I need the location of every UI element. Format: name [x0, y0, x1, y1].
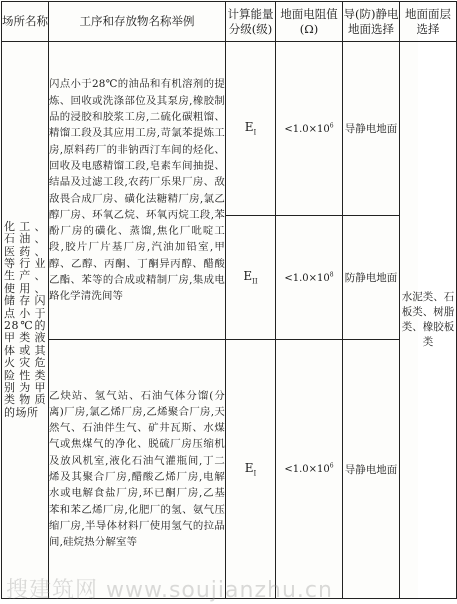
process-examples: 闪点小于28℃的油品和有机溶剂的提炼、回收或洗涤部位及其泵房,橡胶制品的浸胶和胶浆工房,二硫化碳粗馏、精馏工段及其应用工房,苛氯苯提炼工房,原料药厂的非钠西汀车间的烃化、回收及电感精馏工段,皂素车间抽提、结晶及过滤工段,农药厂乐果厂房、敌敌畏合成厂房、磺化法糖精厂房,氯乙醇厂房、环氧乙烷、环氧丙烷工段,苯酚厂房的磺化、蒸馏,焦化厂吡啶工段,胶片厂片基厂房,汽油加铅室,甲醇、乙醇、丙酮、丁酮异丙醇、醋酸乙酯、苯等的合成或精制厂房,集成电路化学清洗间等: [49, 78, 225, 303]
table-row: [2, 340, 457, 599]
site-watermark: 搜建筑网 www.soujianzhu.cn: [6, 578, 333, 603]
header-choice: 导(防)静电地面选择: [343, 2, 400, 42]
process-cell: [49, 340, 226, 599]
header-grade: 计算能量分级(级): [226, 2, 276, 42]
floor-choice-cell: 防静电地面: [343, 216, 400, 340]
header-resistance: 地面电阻值(Ω): [276, 2, 343, 42]
resistance-cell: [276, 42, 343, 216]
material-cell: [400, 42, 457, 599]
floor-choice-cell: 导静电地面: [343, 42, 400, 216]
resistance-cell: [276, 216, 343, 340]
grade-cell: [226, 340, 276, 599]
resistance-cell: [276, 340, 343, 599]
material-text: 水泥类、石板类、树脂类、橡胶板类: [401, 291, 455, 348]
grade-value: $E_I$: [244, 120, 257, 137]
static-floor-spec-table: [1, 1, 457, 599]
table-row: [2, 42, 457, 216]
header-material: 地面面层选择: [400, 2, 457, 42]
grade-value: $E_I$: [244, 460, 257, 478]
place-cell: [2, 42, 49, 599]
header-row: [2, 2, 457, 42]
header-process: 工序和存放物名称举例: [49, 2, 226, 42]
process-cell: [49, 42, 226, 340]
resistance-value: $<1.0\times 10^6$: [284, 462, 334, 476]
process-examples: 乙炔站、氢气站、石油气体分馏(分离)厂房,氯乙烯厂房,乙烯聚合厂房,天然气、石油伴生气、矿井瓦斯、水煤气或焦煤气的净化、脱硫厂房压缩机及放风机室,液化石油气灌瓶间,丁二烯及其聚合厂房,醋酸乙烯厂房,电解水或电解食盐厂房,环已酮厂房,乙基苯和苯乙烯厂房,化肥厂的氢、氨气压缩厂房,半导体材料厂使用氢气的拉晶间,硅烷热分解室等: [49, 389, 225, 549]
header-place: 场所名称: [2, 2, 49, 42]
grade-cell: [226, 216, 276, 340]
place-text: 化工、石油、医药、等行业生产、使用、储存闪点小于28℃的甲类液体或其火灾危险性类别为甲类物质的场所: [4, 219, 46, 419]
grade-value: $E_{II}$: [243, 269, 258, 286]
resistance-value: $<1.0\times 10^8$: [284, 271, 334, 284]
resistance-value: $<1.0\times 10^6$: [284, 122, 334, 135]
floor-choice-cell: 导静电地面: [343, 340, 400, 599]
grade-cell: [226, 42, 276, 216]
